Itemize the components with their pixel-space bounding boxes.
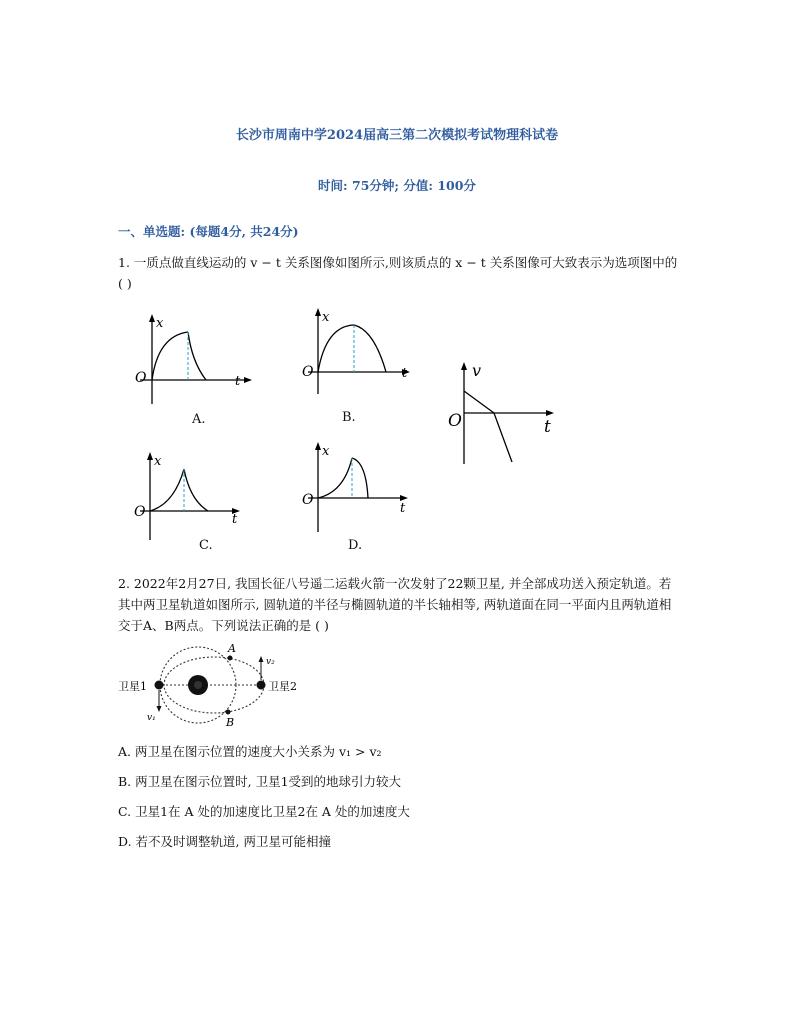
option-b-graph	[298, 306, 418, 396]
satellite-2-label: 卫星2	[268, 680, 297, 693]
v2-label: v₂	[266, 657, 275, 667]
question-2-text: 2. 2022年2月27日, 我国长征八号遥二运载火箭一次发射了22颗卫星, 并全部成功送入预定轨道。若其中两卫星轨道如图所示, 圆轨道的半径与椭圆轨道的半长轴相等, 两轨道面在同一平面内且两轨道相交于A、B两点。下列说法正确的是 ( )	[118, 576, 672, 633]
v1-label: v₁	[147, 713, 156, 723]
axis-t-label: t	[544, 417, 551, 437]
option-a-graph	[130, 312, 260, 408]
option-d-text: D. 若不及时调整轨道, 两卫星可能相撞	[118, 834, 331, 849]
axis-x-label: x	[154, 454, 162, 469]
axis-t-label: t	[400, 501, 406, 516]
axis-x-label: x	[156, 316, 164, 331]
page-title: 长沙市周南中学2024届高三第二次模拟考试物理科试卷	[235, 128, 559, 143]
option-d-label: D.	[348, 538, 363, 553]
option-c-text: C. 卫星1在 A 处的加速度比卫星2在 A 处的加速度大	[118, 804, 410, 819]
origin-label: O	[134, 504, 146, 520]
option-c-graph	[130, 450, 250, 542]
option-a-text: A. 两卫星在图示位置的速度大小关系为 v₁ > v₂	[118, 744, 382, 759]
origin-label: O	[135, 370, 147, 386]
point-b-label: B	[226, 716, 235, 729]
vt-graph	[444, 360, 564, 466]
orbit-diagram	[116, 640, 316, 730]
axis-x-label: x	[322, 310, 330, 325]
section-heading: 一、单选题: (每题4分, 共24分)	[118, 224, 299, 239]
origin-label: O	[302, 364, 314, 380]
origin-label: O	[448, 411, 462, 431]
point-a-label: A	[228, 642, 236, 655]
option-a-label: A.	[192, 412, 206, 427]
origin-label: O	[302, 492, 314, 508]
option-b-text: B. 两卫星在图示位置时, 卫星1受到的地球引力较大	[118, 774, 402, 789]
question-1-text: 1. 一质点做直线运动的 v − t 关系图像如图所示,则该质点的 x − t 关系图像可大致表示为选项图中的( )	[118, 255, 678, 291]
axis-t-label: t	[235, 374, 241, 389]
satellite-1-label: 卫星1	[118, 680, 147, 693]
option-c-label: C.	[199, 538, 213, 553]
option-d-graph	[298, 440, 418, 534]
axis-x-label: x	[322, 444, 330, 459]
axis-t-label: t	[402, 366, 408, 381]
axis-v-label: v	[472, 361, 482, 380]
option-b-label: B.	[342, 410, 356, 425]
exam-info: 时间: 75分钟; 分值: 100分	[318, 178, 476, 193]
axis-t-label: t	[232, 512, 238, 527]
